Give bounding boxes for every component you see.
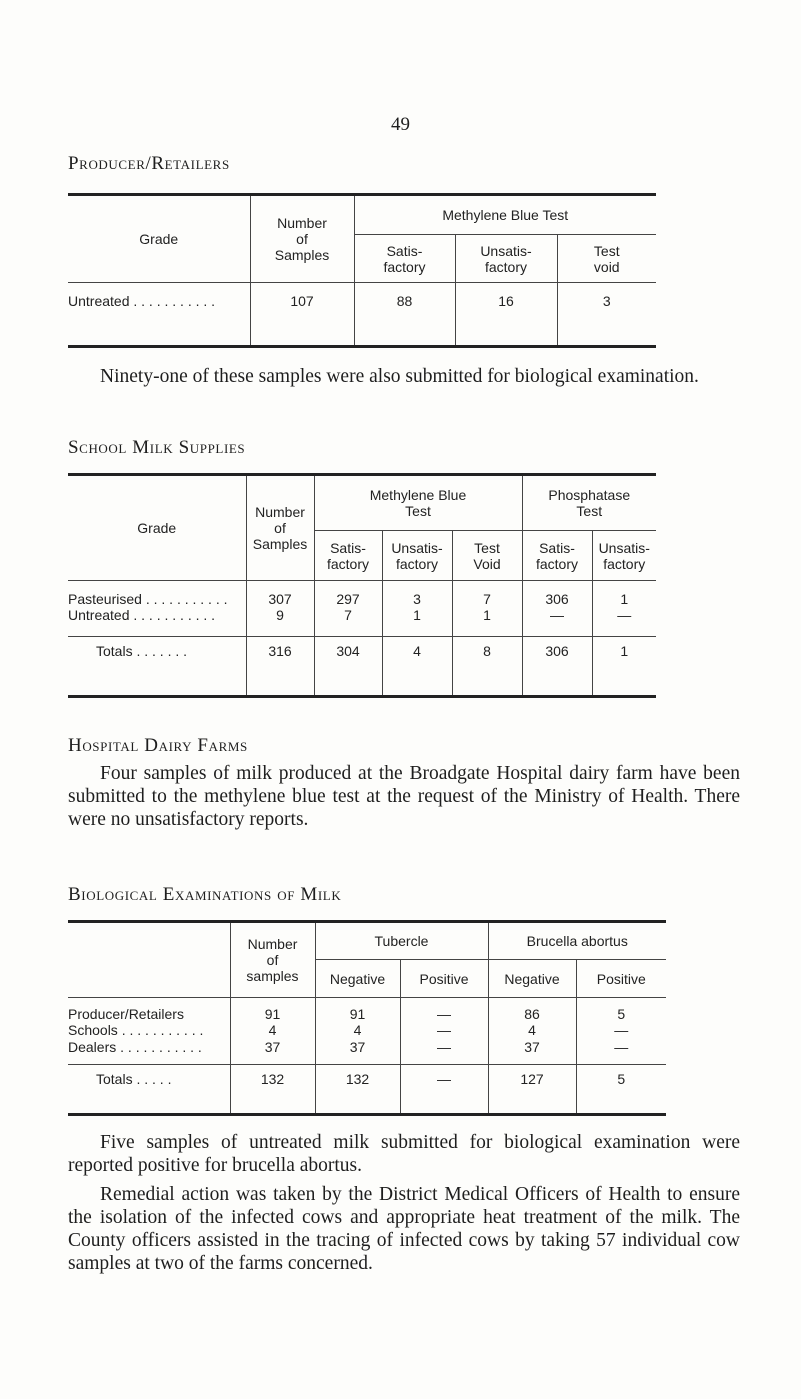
sub-unsatisfactory: Unsatis- factory [455, 235, 557, 283]
sub-brucella-negative: Negative [488, 960, 576, 998]
sub-phos-unsatisfactory: Unsatis- factory [592, 531, 656, 581]
group-phosphatase: Phosphatase Test [522, 475, 656, 531]
paragraph-hospital-dairy: Four samples of milk produced at the Broadgate Hospital dairy farm have been submitted to the methylene blue test at the request of the Ministry of Health. There were no unsatisfactory reports. [68, 763, 740, 830]
sub-phos-satisfactory: Satis- factory [522, 531, 592, 581]
totals-row: Totals . . . . . . . 316 304 4 8 306 1 [68, 637, 656, 697]
sub-tubercle-positive: Positive [400, 960, 488, 998]
col-number-samples: Number of Samples [246, 475, 314, 581]
table-biological [68, 920, 666, 1116]
note-biological-submission: Ninety-one of these samples were also submitted for biological examination. [100, 366, 699, 387]
table-row: Schools . . . 4 4 — 4 — [68, 1022, 666, 1039]
page-number: 49 [391, 114, 410, 135]
sub-test-void: Test void [557, 235, 656, 283]
group-methylene-blue: Methylene Blue Test [314, 475, 522, 531]
table-row: Pasteurised . . . 307 297 3 7 306 1 [68, 581, 656, 607]
biological-paragraphs [68, 1131, 740, 1275]
sub-tubercle-negative: Negative [315, 960, 400, 998]
col-number-samples: Number of Samples [250, 195, 354, 283]
table-row: Untreated . . . 107 88 16 3 [68, 283, 656, 347]
group-methylene-blue: Methylene Blue Test [354, 195, 656, 235]
paragraph-remedial-action: Remedial action was taken by the District Medical Officers of Health to ensure the isolation of the infected cows and appropriate heat treatment of the milk. The County officers assisted in the tracing of infected cows by taking 57 individual cow samples at two of the farms concerned. [68, 1184, 740, 1274]
col-grade: Grade [68, 475, 246, 581]
sub-mbt-unsatisfactory: Unsatis- factory [382, 531, 452, 581]
group-brucella: Brucella abortus [488, 922, 666, 960]
table-producer-retailers [68, 193, 656, 348]
sub-mbt-void: Test Void [452, 531, 522, 581]
col-grade: Grade [68, 195, 250, 283]
heading-producer-retailers: Producer/Retailers [68, 153, 230, 174]
heading-school-milk: School Milk Supplies [68, 437, 246, 458]
heading-hospital-dairy: Hospital Dairy Farms [68, 735, 248, 756]
table-row: Dealers . . . 37 37 — 37 — [68, 1039, 666, 1065]
heading-biological: Biological Examinations of Milk [68, 884, 342, 905]
table-school-milk [68, 473, 656, 698]
group-tubercle: Tubercle [315, 922, 488, 960]
sub-satisfactory: Satis- factory [354, 235, 455, 283]
table-row: Producer/Retailers 91 91 — 86 5 [68, 998, 666, 1022]
paragraph-brucella-positive: Five samples of untreated milk submitted for biological examination were reported positive for brucella abortus. [68, 1132, 740, 1176]
totals-row: Totals . . . . . 132 132 — 127 5 [68, 1065, 666, 1115]
sub-mbt-satisfactory: Satis- factory [314, 531, 382, 581]
table-row: Untreated . . . 9 7 1 1 — — [68, 607, 656, 637]
col-number-samples: Number of samples [230, 922, 315, 998]
sub-brucella-positive: Positive [576, 960, 666, 998]
